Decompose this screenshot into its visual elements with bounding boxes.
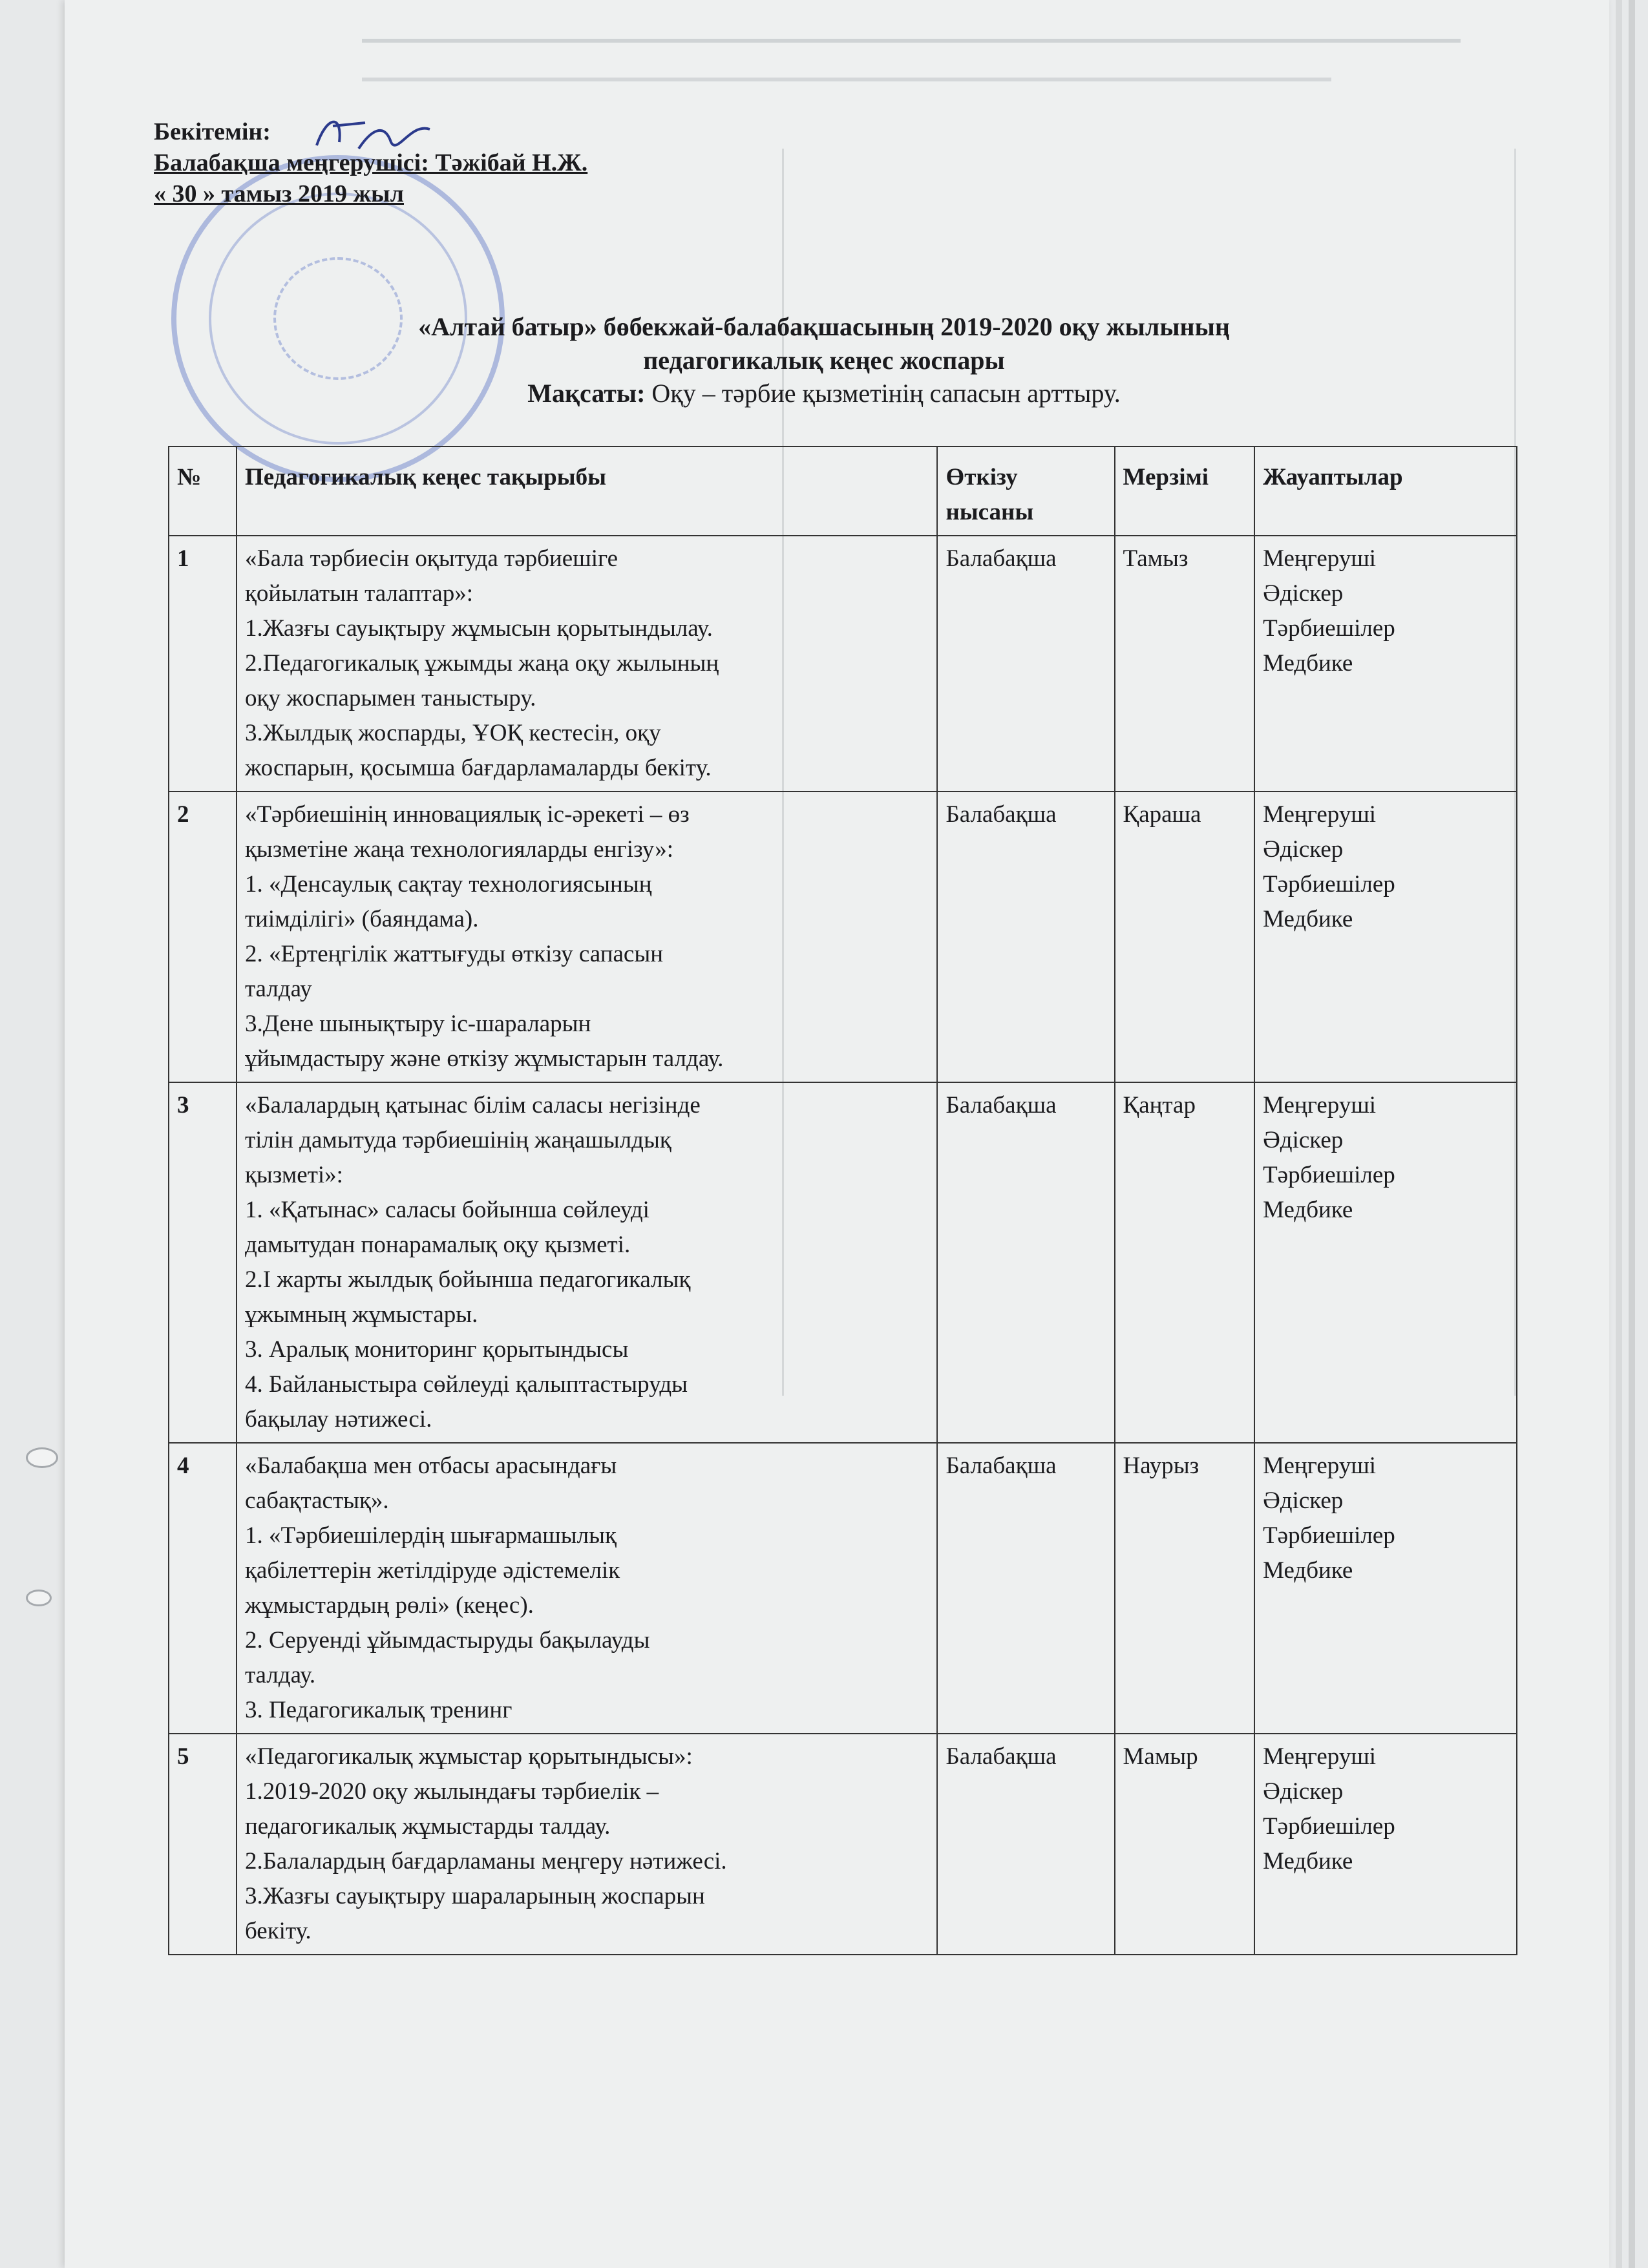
- row-number: 3: [169, 1082, 237, 1443]
- topic-line: қойылатын талаптар»:: [244, 580, 473, 607]
- topic-line: «Тәрбиешінің инновациялық іс-әрекеті – өз: [244, 801, 690, 828]
- topic-line: педагогикалық жұмыстарды талдау.: [244, 1813, 611, 1840]
- topic-line: 1. «Денсаулық сақтау технологиясының: [244, 871, 652, 898]
- responsible-person: Меңгеруші: [1263, 1453, 1377, 1479]
- row-number: 2: [169, 792, 237, 1082]
- row-topic: [237, 536, 938, 792]
- topic-line: бекіту.: [244, 1918, 312, 1944]
- topic-line: бақылау нәтижесі.: [244, 1406, 432, 1433]
- row-term: Наурыз: [1115, 1443, 1255, 1734]
- responsible-person: Әдіскер: [1263, 1127, 1344, 1153]
- date-line: « 30 » тамыз 2019 жыл: [154, 180, 404, 207]
- table-row: [169, 792, 1517, 1082]
- responsible-person: Медбике: [1263, 1197, 1353, 1223]
- topic-line: 3.Жазғы сауықтыру шараларының жоспарын: [244, 1883, 705, 1909]
- topic-line: «Балабақша мен отбасы арасындағы: [244, 1453, 617, 1479]
- topic-line: 1. «Қатынас» саласы бойынша сөйлеуді: [244, 1197, 650, 1223]
- table-row: [169, 1082, 1517, 1443]
- row-number: 4: [169, 1443, 237, 1734]
- row-term: Тамыз: [1115, 536, 1255, 792]
- topic-line: «Балалардың қатынас білім саласы негізінде: [244, 1092, 701, 1118]
- head-line: Балабақша меңгерушісі: Тәжібай Н.Ж.: [154, 149, 588, 176]
- topic-line: ұйымдастыру және өткізу жұмыстарын талдау.: [244, 1045, 724, 1072]
- row-number: 5: [169, 1734, 237, 1955]
- topic-line: 2.І жарты жылдық бойынша педагогикалық: [244, 1266, 691, 1293]
- topic-line: 1.Жазғы сауықтыру жұмысын қорытындылау.: [244, 615, 713, 642]
- row-topic: [237, 1734, 938, 1955]
- row-term: Мамыр: [1115, 1734, 1255, 1955]
- responsible-person: Меңгеруші: [1263, 1092, 1377, 1118]
- punch-hole: [26, 1447, 58, 1468]
- responsible-person: Тәрбиешілер: [1263, 1813, 1395, 1840]
- punch-hole: [26, 1590, 52, 1606]
- topic-line: 1. «Тәрбиешілердің шығармашылық: [244, 1522, 617, 1549]
- topic-line: қызметі»:: [244, 1162, 343, 1188]
- responsible-person: Медбике: [1263, 1848, 1353, 1874]
- title-line-1: «Алтай батыр» бөбекжай-балабақшасының 2019-2020 оқу жылының: [418, 312, 1230, 341]
- topic-line: оқу жоспарымен таныстыру.: [244, 685, 536, 711]
- row-responsible: [1254, 536, 1517, 792]
- show-through-line: [362, 78, 1331, 81]
- topic-line: 3. Педагогикалық тренинг: [244, 1697, 512, 1723]
- goal-line: [0, 378, 1648, 408]
- topic-line: 2. «Ертеңгілік жаттығуды өткізу сапасын: [244, 941, 664, 967]
- responsible-person: Әдіскер: [1263, 1487, 1344, 1514]
- table-row: [169, 1734, 1517, 1955]
- header-term: Мерзімі: [1115, 446, 1255, 536]
- row-topic: [237, 1082, 938, 1443]
- topic-line: талдау.: [244, 1662, 316, 1688]
- topic-line: 1.2019-2020 оқу жылындағы тәрбиелік –: [244, 1778, 659, 1805]
- header-topic: Педагогикалық кеңес тақырыбы: [237, 446, 938, 536]
- responsible-person: Тәрбиешілер: [1263, 871, 1395, 898]
- row-term: Қараша: [1115, 792, 1255, 1082]
- goal-text: Оқу – тәрбие қызметінің сапасын арттыру.: [651, 379, 1121, 408]
- topic-line: сабақтастық».: [244, 1487, 389, 1514]
- row-responsible: [1254, 1082, 1517, 1443]
- row-term: Қаңтар: [1115, 1082, 1255, 1443]
- row-form: Балабақша: [937, 792, 1114, 1082]
- table-row: [169, 536, 1517, 792]
- topic-line: тілін дамытуда тәрбиешінің жаңашылдық: [244, 1127, 671, 1153]
- topic-line: 3.Жылдық жоспарды, ҰОҚ кестесін, оқу: [244, 720, 661, 746]
- topic-line: қызметіне жаңа технологияларды енгізу»:: [244, 836, 674, 863]
- row-topic: [237, 1443, 938, 1734]
- topic-line: талдау: [244, 976, 312, 1002]
- approved-label: Бекітемін:: [154, 118, 271, 145]
- topic-line: тиімділігі» (баяндама).: [244, 906, 479, 932]
- responsible-person: Меңгеруші: [1263, 545, 1377, 572]
- topic-line: жұмыстардың рөлі» (кеңес).: [244, 1592, 534, 1619]
- header-form: Өткізу нысаны: [937, 446, 1114, 536]
- responsible-person: Медбике: [1263, 906, 1353, 932]
- row-form: Балабақша: [937, 536, 1114, 792]
- responsible-person: Тәрбиешілер: [1263, 615, 1395, 642]
- topic-line: 3. Аралық мониторинг қорытындысы: [244, 1336, 629, 1363]
- topic-line: ұжымның жұмыстары.: [244, 1301, 478, 1328]
- responsible-person: Меңгеруші: [1263, 1743, 1377, 1770]
- responsible-person: Меңгеруші: [1263, 801, 1377, 828]
- title-line-2: педагогикалық кеңес жоспары: [643, 346, 1005, 375]
- show-through-line: [362, 39, 1461, 43]
- row-form: Балабақша: [937, 1734, 1114, 1955]
- topic-line: 2.Педагогикалық ұжымды жаңа оқу жылының: [244, 650, 719, 677]
- topic-line: жоспарын, қосымша бағдарламаларды бекіту.: [244, 755, 712, 781]
- topic-line: «Бала тәрбиесін оқытуда тәрбиешіге: [244, 545, 618, 572]
- document-title: [0, 310, 1648, 377]
- topic-line: «Педагогикалық жұмыстар қорытындысы»:: [244, 1743, 693, 1770]
- signature: [313, 110, 436, 162]
- goal-label: Мақсаты:: [527, 379, 646, 408]
- row-responsible: [1254, 792, 1517, 1082]
- row-number: 1: [169, 536, 237, 792]
- row-responsible: [1254, 1443, 1517, 1734]
- responsible-person: Тәрбиешілер: [1263, 1162, 1395, 1188]
- responsible-person: Медбике: [1263, 650, 1353, 677]
- row-topic: [237, 792, 938, 1082]
- responsible-person: Тәрбиешілер: [1263, 1522, 1395, 1549]
- topic-line: 2. Серуенді ұйымдастыруды бақылауды: [244, 1627, 650, 1654]
- pedagogical-council-plan-table: [168, 446, 1517, 1955]
- table-header-row: [169, 446, 1517, 536]
- header-responsible: Жауаптылар: [1254, 446, 1517, 536]
- responsible-person: Медбике: [1263, 1557, 1353, 1584]
- responsible-person: Әдіскер: [1263, 836, 1344, 863]
- topic-line: 2.Балалардың бағдарламаны меңгеру нәтижесі.: [244, 1848, 727, 1874]
- row-form: Балабақша: [937, 1082, 1114, 1443]
- topic-line: 3.Дене шынықтыру іс-шараларын: [244, 1011, 591, 1037]
- row-responsible: [1254, 1734, 1517, 1955]
- header-number: №: [169, 446, 237, 536]
- topic-line: дамытудан понарамалық оқу қызметі.: [244, 1232, 631, 1258]
- table-row: [169, 1443, 1517, 1734]
- row-form: Балабақша: [937, 1443, 1114, 1734]
- responsible-person: Әдіскер: [1263, 1778, 1344, 1805]
- topic-line: 4. Байланыстыра сөйлеуді қалыптастыруды: [244, 1371, 688, 1398]
- responsible-person: Әдіскер: [1263, 580, 1344, 607]
- topic-line: қабілеттерін жетілдіруде әдістемелік: [244, 1557, 620, 1584]
